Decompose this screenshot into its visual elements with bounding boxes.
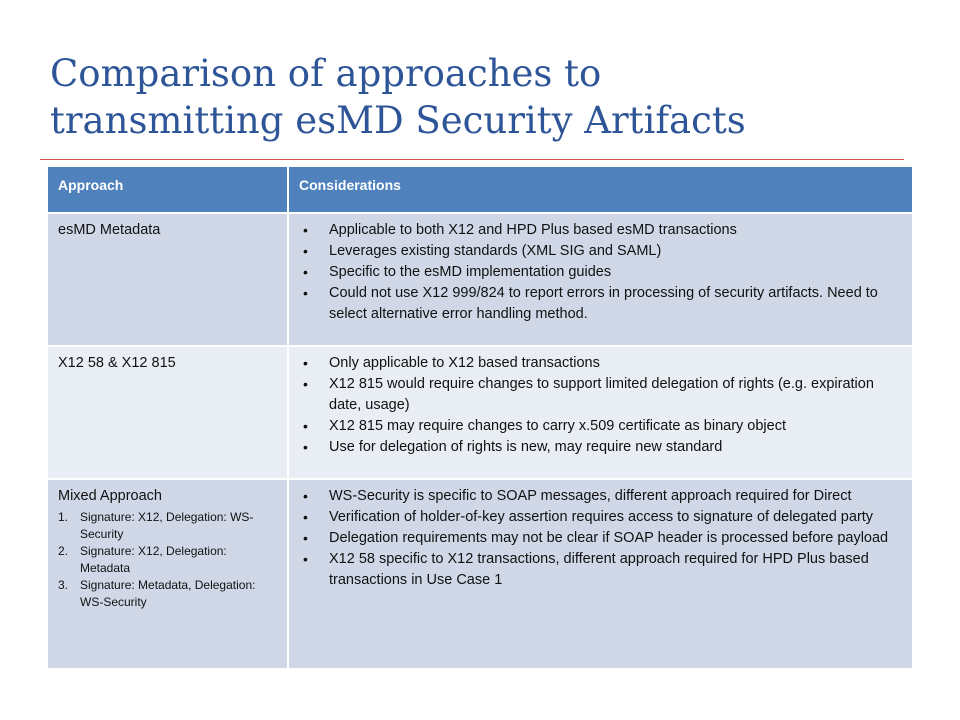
title-line-2: transmitting esMD Security Artifacts [50, 99, 746, 142]
approach-option [58, 509, 277, 543]
consideration-item: • Use for delegation of rights is new, may require new standard [299, 437, 902, 458]
considerations-list [299, 353, 902, 458]
approach-cell [48, 346, 288, 479]
option-number: 1. [58, 510, 69, 524]
consideration-item: • Only applicable to X12 based transactions [299, 353, 902, 374]
consideration-item: • X12 815 may require changes to carry x.509 certificate as binary object [299, 416, 902, 437]
header-considerations: Considerations [288, 167, 912, 213]
approach-cell [48, 213, 288, 346]
consideration-item: • Verification of holder-of-key assertion requires access to signature of delegated party [299, 507, 902, 528]
approach-cell [48, 479, 288, 669]
option-text: Signature: X12, Delegation: Metadata [80, 544, 227, 575]
comparison-table [48, 167, 912, 670]
considerations-list [299, 486, 902, 591]
option-number: 3. [58, 578, 69, 592]
table-row [48, 479, 912, 669]
consideration-item: • X12 58 specific to X12 transactions, different approach required for HPD Plus based transactions in Use Case 1 [299, 549, 902, 591]
option-text: Signature: Metadata, Delegation: WS-Security [80, 578, 256, 609]
considerations-cell [288, 479, 912, 669]
approach-option [58, 543, 277, 577]
consideration-item: • X12 815 would require changes to support limited delegation of rights (e.g. expiration date, usage) [299, 374, 902, 416]
considerations-cell [288, 346, 912, 479]
approach-name: Mixed Approach [58, 488, 162, 504]
consideration-item: • Could not use X12 999/824 to report errors in processing of security artifacts. Need to select alternative error handling method. [299, 283, 902, 325]
option-text: Signature: X12, Delegation: WS-Security [80, 510, 254, 541]
title-divider [40, 159, 904, 160]
slide-title [50, 50, 910, 144]
consideration-item: • Applicable to both X12 and HPD Plus based esMD transactions [299, 220, 902, 241]
title-line-1: Comparison of approaches to [50, 52, 602, 95]
approach-name: X12 58 & X12 815 [58, 355, 176, 371]
table-header-row [48, 167, 912, 213]
consideration-item: • Delegation requirements may not be clear if SOAP header is processed before payload [299, 528, 902, 549]
approach-option [58, 577, 277, 611]
approach-options-list [58, 509, 277, 611]
consideration-item: • Specific to the esMD implementation guides [299, 262, 902, 283]
approach-name: esMD Metadata [58, 222, 161, 238]
consideration-item: • Leverages existing standards (XML SIG and SAML) [299, 241, 902, 262]
option-number: 2. [58, 544, 69, 558]
considerations-cell [288, 213, 912, 346]
table-row [48, 213, 912, 346]
consideration-item: • WS-Security is specific to SOAP messages, different approach required for Direct [299, 486, 902, 507]
considerations-list [299, 220, 902, 325]
header-approach: Approach [48, 167, 288, 213]
table-row [48, 346, 912, 479]
